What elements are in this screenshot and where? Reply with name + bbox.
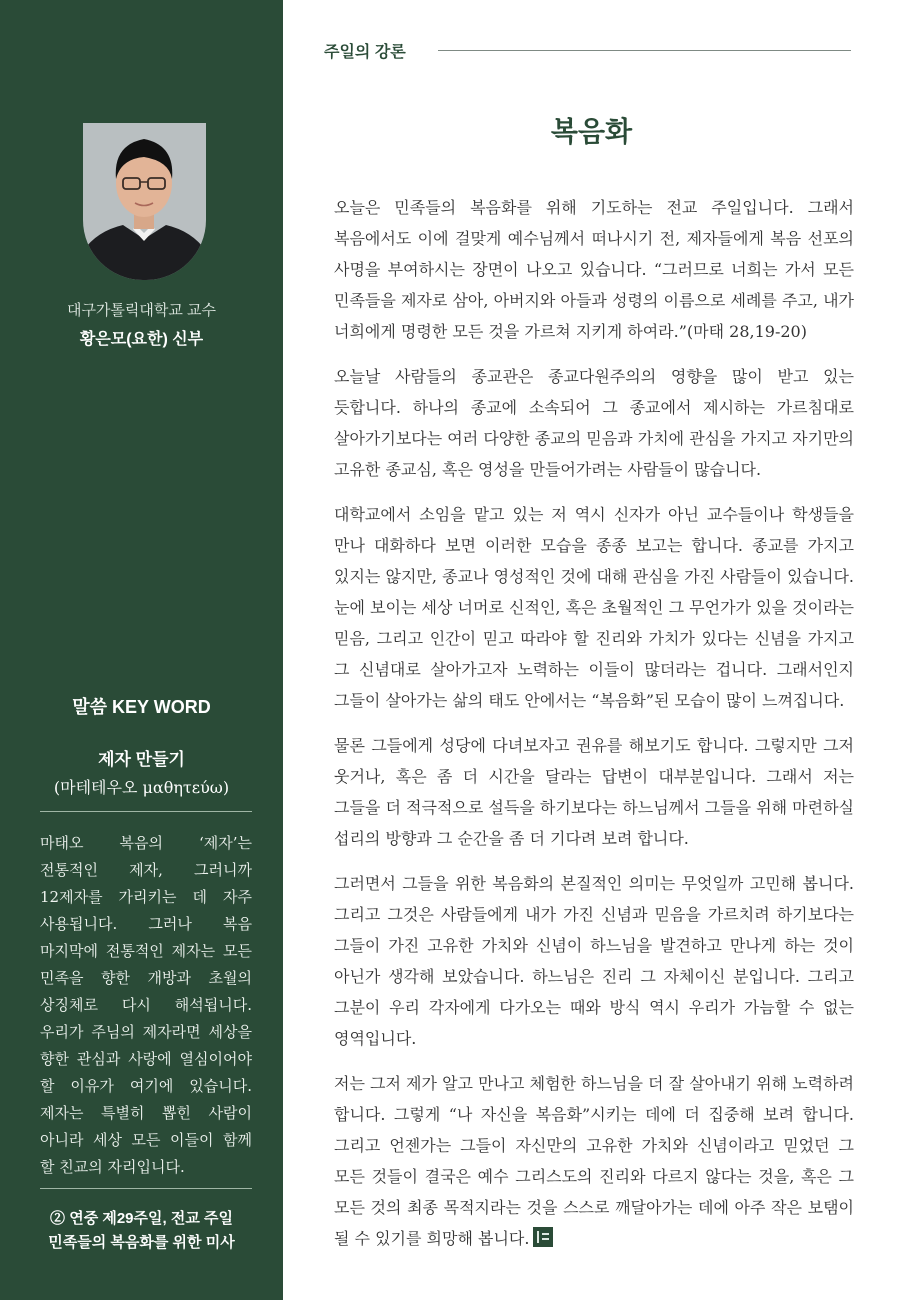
sidebar — [0, 0, 283, 1300]
header-divider — [438, 50, 851, 51]
author-affiliation: 대구가톨릭대학교 교수 — [66, 302, 217, 319]
author-name: 황은모(요한) 신부 — [79, 331, 204, 348]
keyword-original-term: (마테테우오 μαθητεύω) — [53, 778, 230, 797]
article-paragraph: 오늘은 민족들의 복음화를 위해 기도하는 전교 주일입니다. 그래서 복음에서도 이에 걸맞게 예수님께서 떠나시기 전, 제자들에게 복음 선포의 사명을 부여하시는 장면이 나오고 있습니다. “그러므로 너희는 가서 모든 민족들을 제자로 삼아, 아버지와 아들과 성령의 이름으로 세례를 주고, 내가 너희에게 명령한 모든 것을 가르쳐 지키게 하여라.”(마태 28,19-20) — [334, 198, 854, 341]
keyword-heading: 말씀 KEY WORD — [72, 697, 211, 717]
occasion-line-2: 민족들의 복음화를 위한 미사 — [48, 1234, 235, 1251]
article-body — [334, 192, 854, 1268]
section-label: 주일의 강론 — [324, 44, 406, 61]
article-paragraph: 오늘날 사람들의 종교관은 종교다원주의의 영향을 많이 받고 있는 듯합니다. 하나의 종교에 소속되어 그 종교에서 제시하는 가르침대로 살아가기보다는 여러 다양한 종교의 믿음과 가치에 관심을 가지고 자기만의 고유한 종교심, 혹은 영성을 만들어가려는 사람들이 많습니다. — [334, 367, 854, 479]
page-title: 복음화 — [550, 116, 633, 147]
end-mark-icon — [533, 1227, 553, 1247]
keyword-divider — [40, 811, 252, 812]
article-paragraph-text: 저는 그저 제가 알고 만나고 체험한 하느님을 더 잘 살아내기 위해 노력하려 합니다. 그렇게 “나 자신을 복음화”시키는 데에 더 집중해 보려 합니다. 그리고 언젠가는 그들이 자신만의 고유한 가치와 신념이라고 믿었던 그 모든 것들이 결국은 예수 그리스도의 진리와 다르지 않다는 것을, 혹은 그 모든 것의 최종 목적지라는 것을 스스로 깨달아가는 데에 아주 작은 보탬이 될 수 있기를 희망해 봅니다. — [334, 1074, 854, 1248]
occasion-divider — [40, 1188, 252, 1189]
liturgical-occasion — [0, 1207, 283, 1255]
occasion-line-1: ② 연중 제29주일, 전교 주일 — [50, 1210, 233, 1227]
article-paragraph-last — [334, 1068, 854, 1254]
author-portrait — [83, 123, 206, 280]
keyword-term: 제자 만들기 — [98, 750, 185, 769]
article-paragraph: 물론 그들에게 성당에 다녀보자고 권유를 해보기도 합니다. 그렇지만 그저 웃거나, 혹은 좀 더 시간을 달라는 답변이 대부분입니다. 그래서 저는 그들을 더 적극적으로 설득을 하기보다는 하느님께서 그들을 위해 마련하실 섭리의 방향과 그 순간을 좀 더 기다려 보려 합니다. — [334, 736, 854, 848]
article-paragraph: 대학교에서 소임을 맡고 있는 저 역시 신자가 아닌 교수들이나 학생들을 만나 대화하다 보면 이러한 모습을 종종 보고는 합니다. 종교를 가지고 있지는 않지만, 종교나 영성적인 것에 대해 관심을 가진 사람들이 있습니다. 눈에 보이는 세상 너머로 신적인, 혹은 초월적인 그 무언가가 있을 것이라는 믿음, 그리고 인간이 믿고 따라야 할 진리와 가치가 있다는 신념을 가지고 그 신념대로 살아가고자 노력하는 이들이 많더라는 겁니다. 그래서인지 그들이 살아가는 삶의 태도 안에서는 “복음화”된 모습이 많이 느껴집니다. — [334, 505, 854, 710]
keyword-explanation: 마태오 복음의 ‘제자’는 전통적인 제자, 그러니까 12제자를 가리키는 데 자주 사용됩니다. 그러나 복음 마지막에 전통적인 제자는 모든 민족을 향한 개방과 초월의 상징체로 다시 해석됩니다. 우리가 주님의 제자라면 세상을 향한 관심과 사랑에 열심이어야 할 이유가 여기에 있습니다. 제자는 특별히 뽑힌 사람이 아니라 세상 모든 이들이 함께 할 친교의 자리입니다. — [40, 834, 252, 1176]
article-paragraph: 그러면서 그들을 위한 복음화의 본질적인 의미는 무엇일까 고민해 봅니다. 그리고 그것은 사람들에게 내가 가진 신념과 믿음을 가르치려 하기보다는 그들이 가진 고유한 가치와 신념이 하느님을 발견하고 만나게 하는 것이 아닌가 생각해 보았습니다. 하느님은 진리 그 자체이신 분입니다. 그리고 그분이 우리 각자에게 다가오는 때와 방식 역시 우리가 가늠할 수 없는 영역입니다. — [334, 874, 854, 1048]
